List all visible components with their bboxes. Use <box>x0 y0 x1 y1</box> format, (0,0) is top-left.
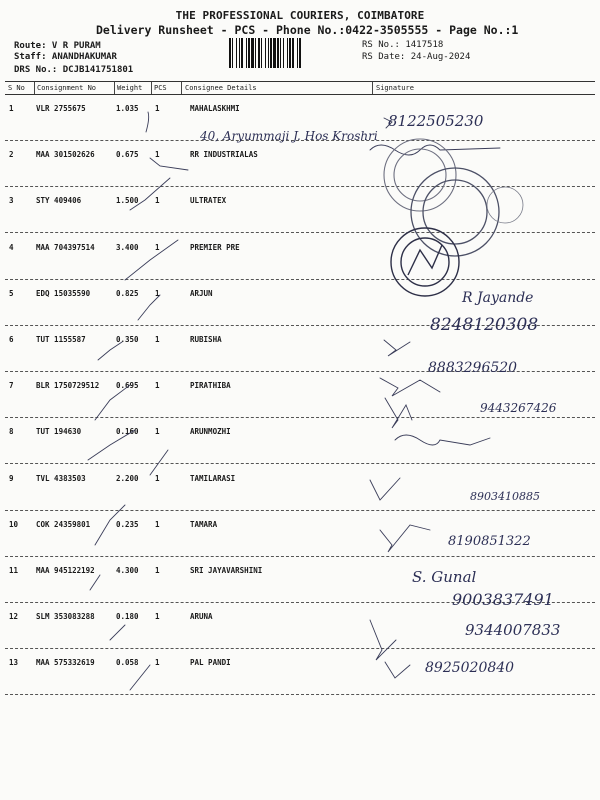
table-header-rule <box>5 94 595 95</box>
document-title: THE PROFESSIONAL COURIERS, COIMBATORE <box>175 9 425 22</box>
cell-weight: 0.235 <box>116 520 139 529</box>
barcode <box>229 38 357 68</box>
column-divider <box>114 82 115 94</box>
cell-consignment: SLM 353083288 <box>36 612 95 621</box>
handwritten-note: R Jayande <box>462 290 534 306</box>
row-divider <box>5 694 595 695</box>
tick-mark <box>130 178 170 210</box>
cell-pcs: 1 <box>155 381 160 390</box>
tick-mark <box>130 665 150 690</box>
handwritten-note: 8122505230 <box>388 112 484 130</box>
cell-sno: 13 <box>9 658 19 667</box>
cell-consignment: VLR 2755675 <box>36 104 86 113</box>
column-header-consignment: Consignment No <box>37 84 97 92</box>
cell-weight: 0.675 <box>116 150 139 159</box>
cell-consignee: PAL PANDI <box>190 658 231 667</box>
cell-consignment: BLR 1750729512 <box>36 381 100 390</box>
handwritten-note: S. Gunal <box>412 568 477 586</box>
cell-sno: 3 <box>9 196 14 205</box>
tick-mark <box>95 385 130 420</box>
tick-mark <box>146 112 149 132</box>
row-divider <box>5 602 595 603</box>
cell-consignee: RUBISHA <box>190 335 222 344</box>
cell-consignee: TAMILARASI <box>190 474 236 483</box>
row-divider <box>5 325 595 326</box>
cell-consignment: COK 24359801 <box>36 520 91 529</box>
cell-consignee: ULTRATEX <box>190 196 227 205</box>
tick-mark <box>98 342 122 360</box>
cell-weight: 4.300 <box>116 566 139 575</box>
cell-pcs: 1 <box>155 335 160 344</box>
cell-sno: 7 <box>9 381 14 390</box>
handwritten-note: 8925020840 <box>425 660 515 676</box>
cell-sno: 9 <box>9 474 14 483</box>
premier-stamp <box>391 228 459 296</box>
rs-date: RS Date: 24-Aug-2024 <box>362 52 471 62</box>
handwritten-note: 40, Aryummaji J. Hos Kroshri <box>200 129 378 143</box>
cell-pcs: 1 <box>155 566 160 575</box>
row-divider <box>5 232 595 233</box>
row-divider <box>5 463 595 464</box>
row-divider <box>5 371 595 372</box>
cell-consignment: EDQ 15035590 <box>36 289 91 298</box>
rr-industrials-stamp <box>384 139 456 211</box>
cell-consignment: TVL 4383503 <box>36 474 86 483</box>
cell-sno: 8 <box>9 427 14 436</box>
cell-sno: 5 <box>9 289 14 298</box>
cell-consignee: RR INDUSTRIALAS <box>190 150 258 159</box>
tick-mark <box>90 575 100 590</box>
cell-consignee: PREMIER PRE <box>190 243 240 252</box>
tick-mark <box>138 295 160 320</box>
rs-number: RS No.: 1417518 <box>362 40 444 50</box>
handwritten-note: 9003837491 <box>452 590 554 609</box>
cell-weight: 0.180 <box>116 612 139 621</box>
cell-pcs: 1 <box>155 289 160 298</box>
barcode-bar <box>301 38 302 68</box>
cell-pcs: 1 <box>155 612 160 621</box>
document-subtitle: Delivery Runsheet - PCS - Phone No.:0422-3505555 - Page No.:1 <box>96 23 519 37</box>
handwritten-note: 8190851322 <box>448 534 531 549</box>
row-divider <box>5 279 595 280</box>
column-divider <box>34 82 35 94</box>
row-divider <box>5 648 595 649</box>
handwritten-note: 8883296520 <box>428 360 518 376</box>
cell-pcs: 1 <box>155 196 160 205</box>
cell-sno: 11 <box>9 566 19 575</box>
cell-consignee: ARUNA <box>190 612 213 621</box>
cell-sno: 1 <box>9 104 14 113</box>
cell-consignment: MAA 945122192 <box>36 566 95 575</box>
handwritten-note: 8248120308 <box>430 315 539 335</box>
ultratex-stamp <box>411 168 499 256</box>
cell-weight: 2.200 <box>116 474 139 483</box>
stamp-rings <box>487 187 523 223</box>
cell-consignment: TUT 194630 <box>36 427 82 436</box>
cell-consignee: ARUNMOZHI <box>190 427 231 436</box>
column-divider <box>181 82 182 94</box>
cell-weight: 1.035 <box>116 104 139 113</box>
column-header-sno: S No <box>8 84 25 92</box>
column-header-pcs: PCS <box>154 84 167 92</box>
column-divider <box>372 82 373 94</box>
cell-pcs: 1 <box>155 520 160 529</box>
cell-sno: 4 <box>9 243 14 252</box>
cell-consignee: MAHALASKHMI <box>190 104 240 113</box>
column-header-signature: Signature <box>376 84 414 92</box>
column-header-weight: Weight <box>117 84 143 92</box>
tick-mark <box>110 625 125 640</box>
row-divider <box>5 186 595 187</box>
cell-consignment: MAA 575332619 <box>36 658 95 667</box>
cell-weight: 0.825 <box>116 289 139 298</box>
table-top-rule <box>5 81 595 82</box>
cell-weight: 0.058 <box>116 658 139 667</box>
cell-consignment: TUT 1155587 <box>36 335 86 344</box>
row-divider <box>5 556 595 557</box>
cell-pcs: 1 <box>155 150 160 159</box>
cell-sno: 6 <box>9 335 14 344</box>
handwritten-note: 8903410885 <box>470 490 540 503</box>
cell-weight: 1.500 <box>116 196 139 205</box>
staff-label: Staff: ANANDHAKUMAR <box>14 52 117 62</box>
column-divider <box>151 82 152 94</box>
cell-sno: 2 <box>9 150 14 159</box>
cell-sno: 10 <box>9 520 19 529</box>
cell-pcs: 1 <box>155 474 160 483</box>
cell-consignment: MAA 704397514 <box>36 243 95 252</box>
route-label: Route: V R PURAM <box>14 41 101 51</box>
cell-consignee: TAMARA <box>190 520 218 529</box>
row-divider <box>5 510 595 511</box>
handwritten-note: 9344007833 <box>465 621 561 639</box>
cell-pcs: 1 <box>155 658 160 667</box>
row-divider <box>5 140 595 141</box>
cell-weight: 0.695 <box>116 381 139 390</box>
cell-weight: 0.160 <box>116 427 139 436</box>
cell-pcs: 1 <box>155 427 160 436</box>
cell-pcs: 1 <box>155 104 160 113</box>
cell-consignee: SRI JAYAVARSHINI <box>190 566 263 575</box>
drs-number: DRS No.: DCJB141751801 <box>14 65 134 75</box>
cell-consignment: MAA 301502626 <box>36 150 95 159</box>
cell-consignee: ARJUN <box>190 289 213 298</box>
row-divider <box>5 417 595 418</box>
column-header-consignee: Consignee Details <box>185 84 257 92</box>
cell-consignment: STY 409406 <box>36 196 82 205</box>
cell-consignee: PIRATHIBA <box>190 381 231 390</box>
handwritten-note: 9443267426 <box>480 401 557 415</box>
cell-sno: 12 <box>9 612 19 621</box>
tick-mark <box>150 158 188 170</box>
cell-pcs: 1 <box>155 243 160 252</box>
cell-weight: 3.400 <box>116 243 139 252</box>
cell-weight: 0.350 <box>116 335 139 344</box>
